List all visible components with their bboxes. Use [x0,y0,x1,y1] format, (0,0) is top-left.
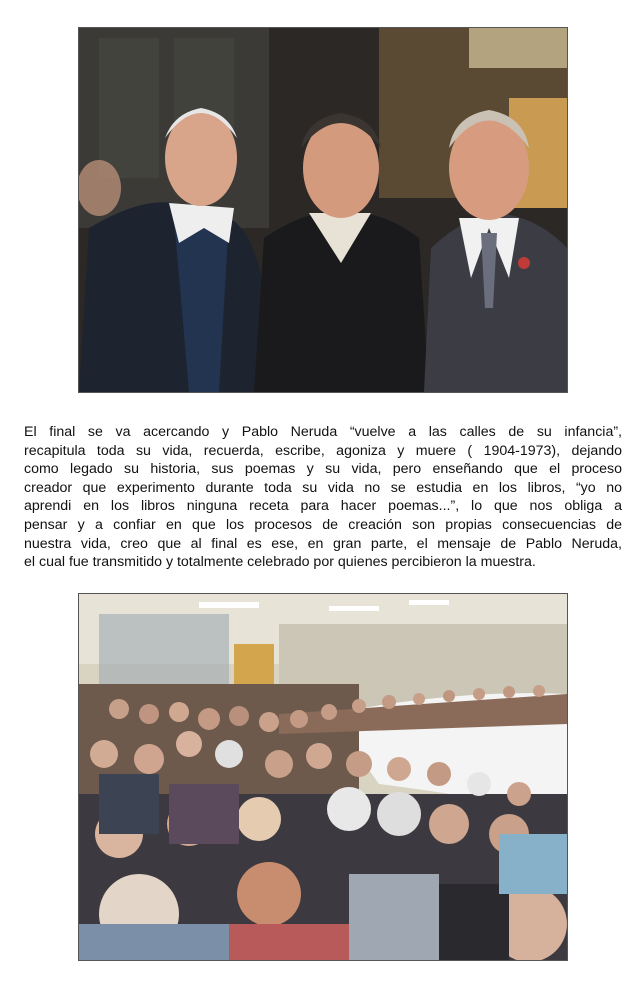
photo-audience-image [79,594,567,960]
caption-line: pensar y a confiar en que los procesos de creación son propias consecuencias de [24,516,622,533]
caption-line: nuestra vida, creo que al final es ese, en gran parte, el mensaje de Pablo Neruda, [24,535,622,552]
photo-three-men [78,27,568,393]
caption-paragraph [24,423,622,572]
caption-line: creador que experimento durante toda su vida no se estudia en los libros, “yo no [24,479,622,496]
caption-line: como legado su historia, sus poemas y su vida, pero enseñando que el proceso [24,461,622,478]
caption-line: el cual fue transmitido y totalmente celebrado por quienes percibieron la muestra. [24,554,536,571]
caption-line: El final se va acercando y Pablo Neruda “vuelve a las calles de su infancia”, [24,424,622,440]
photo-audience [78,593,568,961]
caption-line: aprendi en los libros ninguna receta para hacer poemas...”, lo que nos obliga a [24,498,622,515]
caption-line: recapitula toda su vida, recuerda, escribe, agoniza y muere ( 1904-1973), dejando [24,442,622,459]
photo-three-men-image [79,28,567,392]
